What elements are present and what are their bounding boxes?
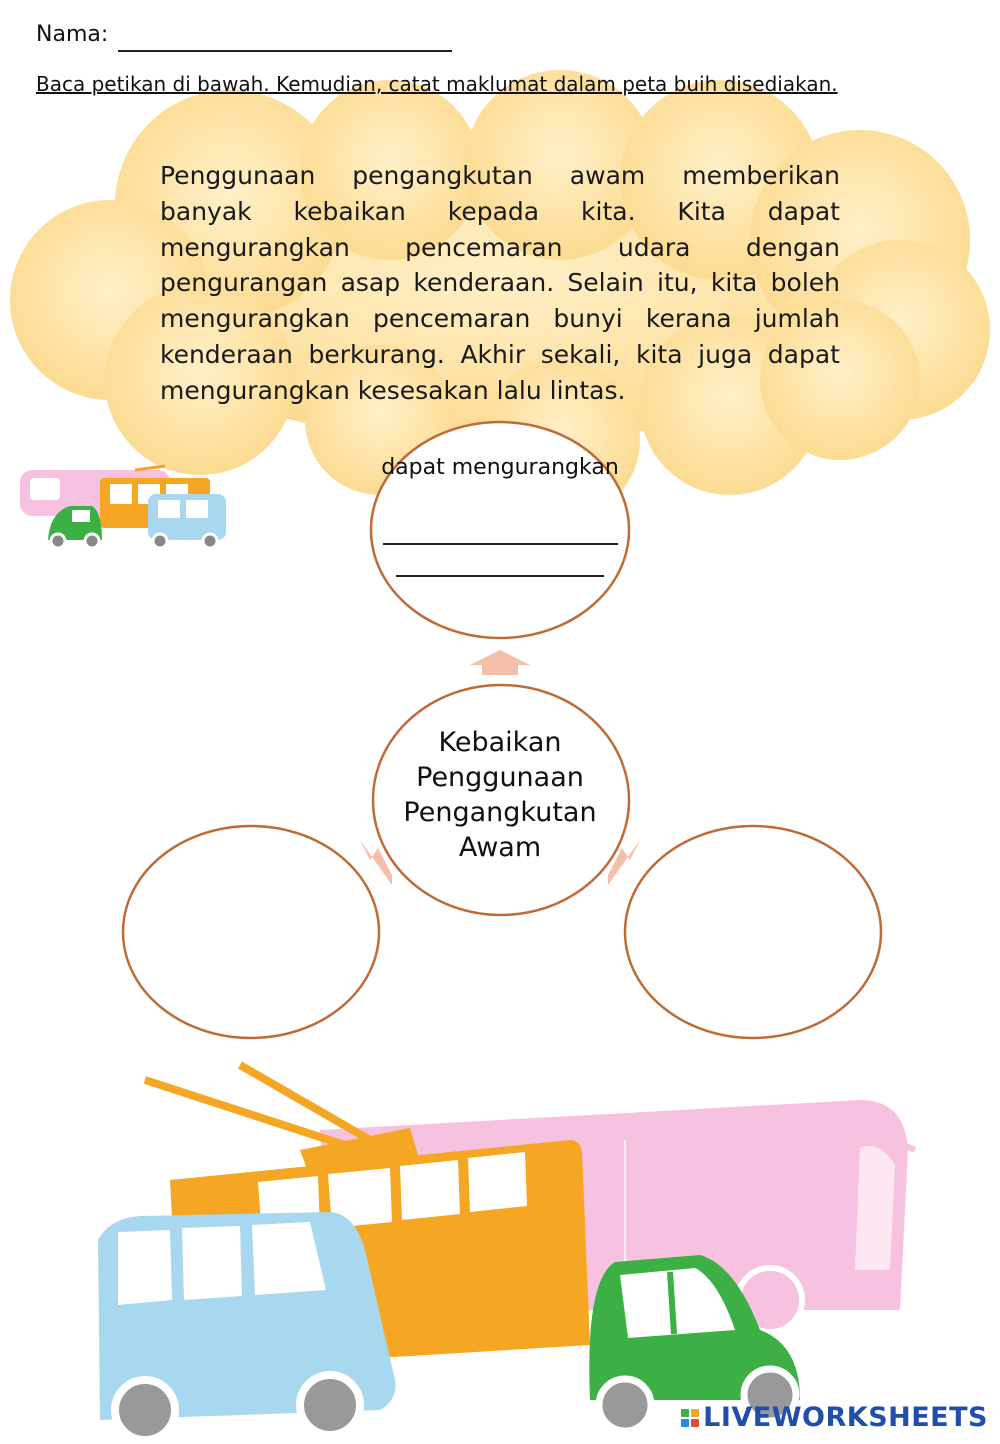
instruction-text: Baca petikan di bawah. Kemudian, catat maklumat dalam peta buih disediakan. [36,72,838,96]
center-bubble-label: Kebaikan Penggunaan Pengangkutan Awam [403,727,597,863]
name-label: Nama: [36,22,109,47]
top-bubble-answer-line-1[interactable] [383,543,618,545]
brand-text: LIVEWORKSHEETS [703,1402,988,1433]
small-vehicles-icon [20,466,226,548]
name-input-line[interactable] [118,50,452,52]
right-bubble-answer-area[interactable] [642,850,864,1010]
vehicles-illustration [98,1065,915,1440]
brand-logo-icon [681,1409,699,1427]
left-bubble-answer-area[interactable] [140,850,362,1010]
arrow-up-icon [470,650,530,675]
top-bubble-answer-line-2[interactable] [396,575,604,577]
top-bubble-label: dapat mengurangkan [381,455,619,480]
brand-footer [681,1402,988,1433]
reading-passage: Penggunaan pengangkutan awam memberikan banyak kebaikan kepada kita. Kita dapat mengurangkan pencemaran udara dengan pengurangan asap kenderaan. Selain itu, kita boleh mengurangkan pencemaran bunyi kerana jumlah kenderaan berkurang. Akhir sekali, kita juga dapat mengurangkan kesesakan lalu lintas. [160,161,840,405]
